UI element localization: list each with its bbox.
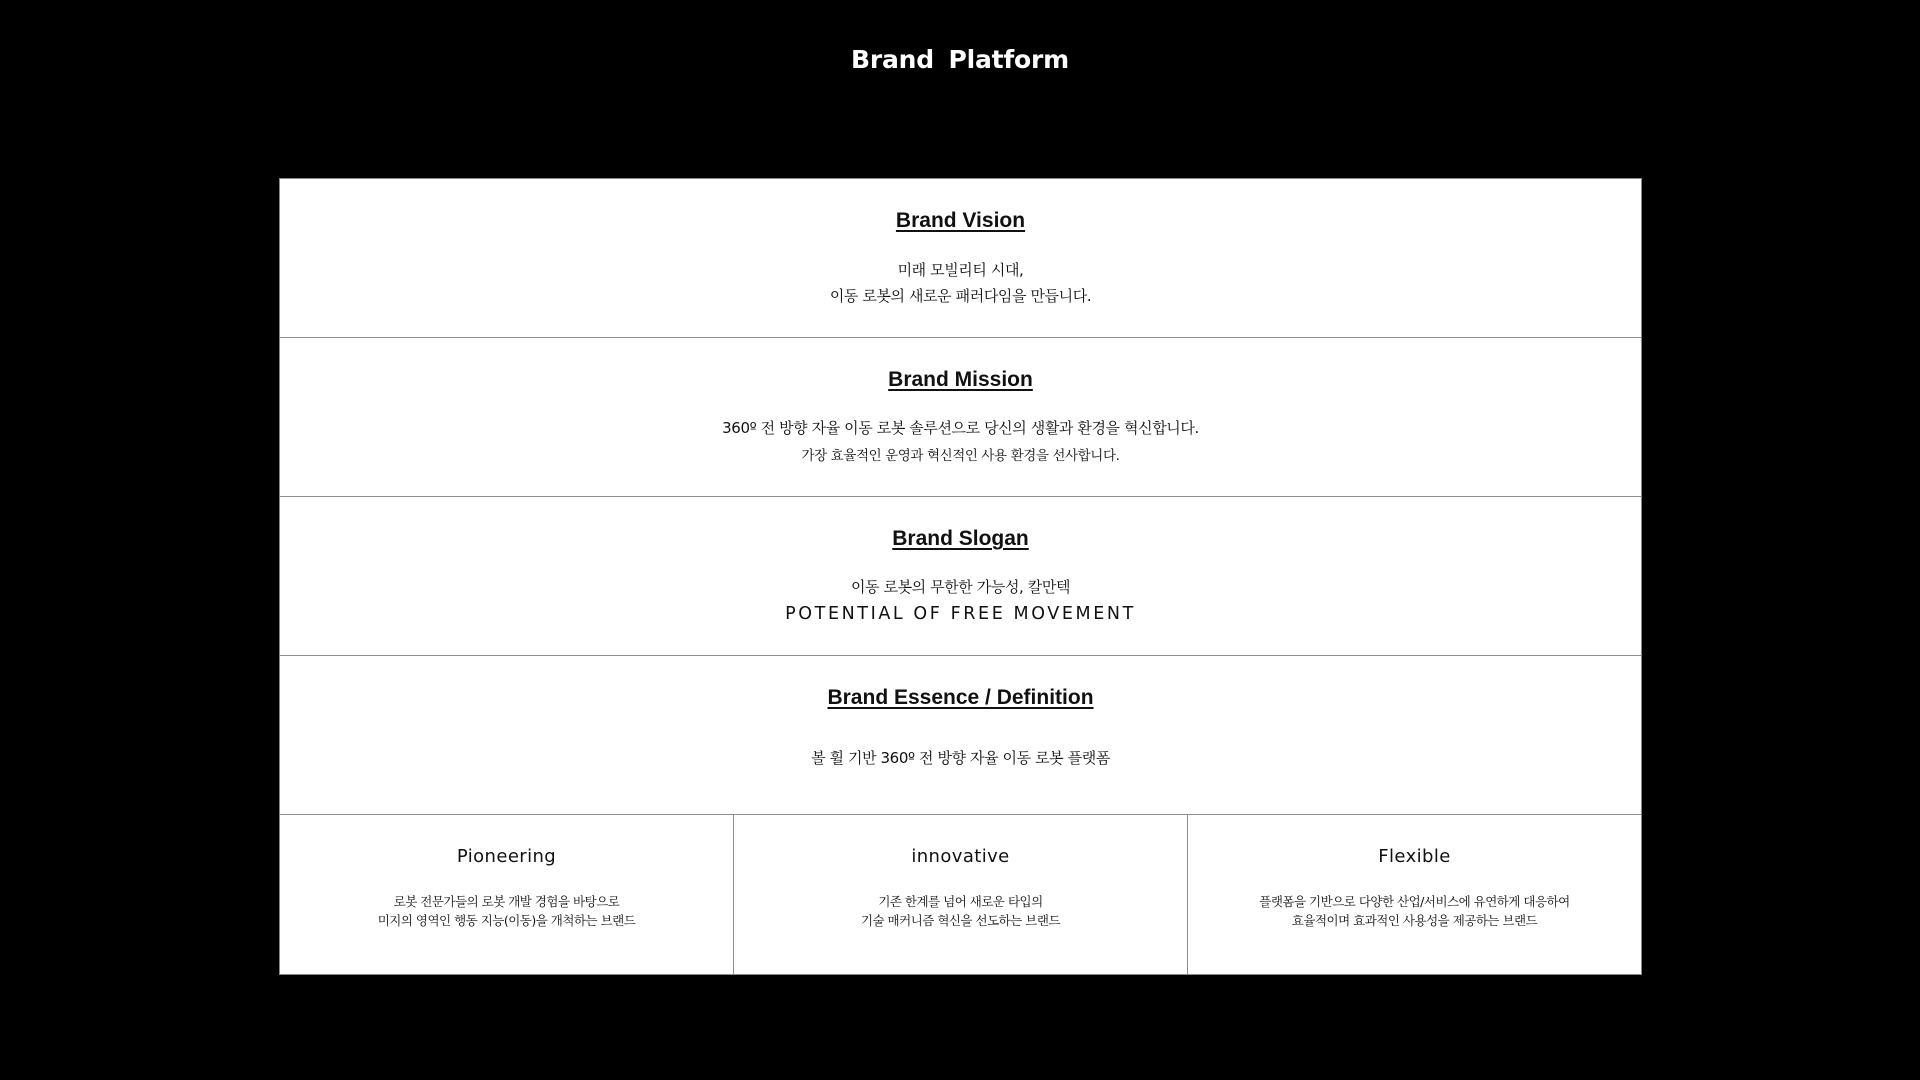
value-desc-line: 기존 한계를 넘어 새로운 타입의 bbox=[878, 894, 1043, 909]
brand-vision-heading-text: Brand Vision bbox=[895, 209, 1026, 232]
brand-mission-section bbox=[280, 338, 1641, 497]
brand-platform-panel bbox=[279, 178, 1642, 975]
brand-slogan-korean: 이동 로봇의 무한한 가능성, 칼만텍 bbox=[850, 578, 1071, 596]
brand-vision-section bbox=[280, 179, 1641, 338]
brand-mission-heading bbox=[280, 366, 1641, 394]
brand-essence-section bbox=[280, 656, 1641, 815]
brand-slogan-heading bbox=[280, 525, 1641, 553]
page-title: Brand Platform bbox=[851, 45, 1069, 74]
brand-essence-heading-text: Brand Essence / Definition bbox=[827, 686, 1094, 709]
brand-vision-line-2: 이동 로봇의 새로운 패러다임을 만듭니다. bbox=[829, 287, 1092, 305]
value-card-pioneering bbox=[280, 815, 734, 974]
brand-essence-heading bbox=[280, 684, 1641, 712]
brand-vision-line-1: 미래 모빌리티 시대, bbox=[897, 261, 1024, 279]
value-title-innovative: innovative bbox=[911, 846, 1010, 867]
brand-mission-line-1: 360º 전 방향 자율 이동 로봇 솔루션으로 당신의 생활과 환경을 혁신합니다. bbox=[722, 419, 1199, 437]
value-desc-flexible bbox=[1188, 892, 1641, 930]
value-desc-line: 효율적이며 효과적인 사용성을 제공하는 브랜드 bbox=[1291, 913, 1538, 928]
brand-vision-body bbox=[280, 257, 1641, 309]
value-desc-line: 미지의 영역인 행동 지능(이동)을 개척하는 브랜드 bbox=[377, 913, 636, 928]
value-desc-line: 기술 매커니즘 혁신을 선도하는 브랜드 bbox=[860, 913, 1061, 928]
brand-vision-heading bbox=[280, 207, 1641, 235]
brand-values-row bbox=[280, 815, 1641, 974]
brand-slogan-english: POTENTIAL OF FREE MOVEMENT bbox=[785, 604, 1136, 624]
value-card-flexible bbox=[1188, 815, 1641, 974]
value-desc-line: 로봇 전문가들의 로봇 개발 경험을 바탕으로 bbox=[393, 894, 620, 909]
brand-essence-body: 볼 휠 기반 360º 전 방향 자율 이동 로봇 플랫폼 bbox=[811, 749, 1110, 767]
value-title-flexible: Flexible bbox=[1378, 846, 1451, 867]
value-card-innovative bbox=[734, 815, 1188, 974]
value-desc-line: 플랫폼을 기반으로 다양한 산업/서비스에 유연하게 대응하여 bbox=[1259, 894, 1570, 909]
value-desc-pioneering bbox=[280, 892, 733, 930]
brand-mission-heading-text: Brand Mission bbox=[888, 368, 1033, 391]
value-desc-innovative bbox=[734, 892, 1187, 930]
brand-mission-line-2: 가장 효율적인 운영과 혁신적인 사용 환경을 선사합니다. bbox=[801, 448, 1120, 464]
brand-slogan-section bbox=[280, 497, 1641, 656]
brand-slogan-heading-text: Brand Slogan bbox=[892, 527, 1029, 550]
value-title-pioneering: Pioneering bbox=[456, 846, 557, 867]
